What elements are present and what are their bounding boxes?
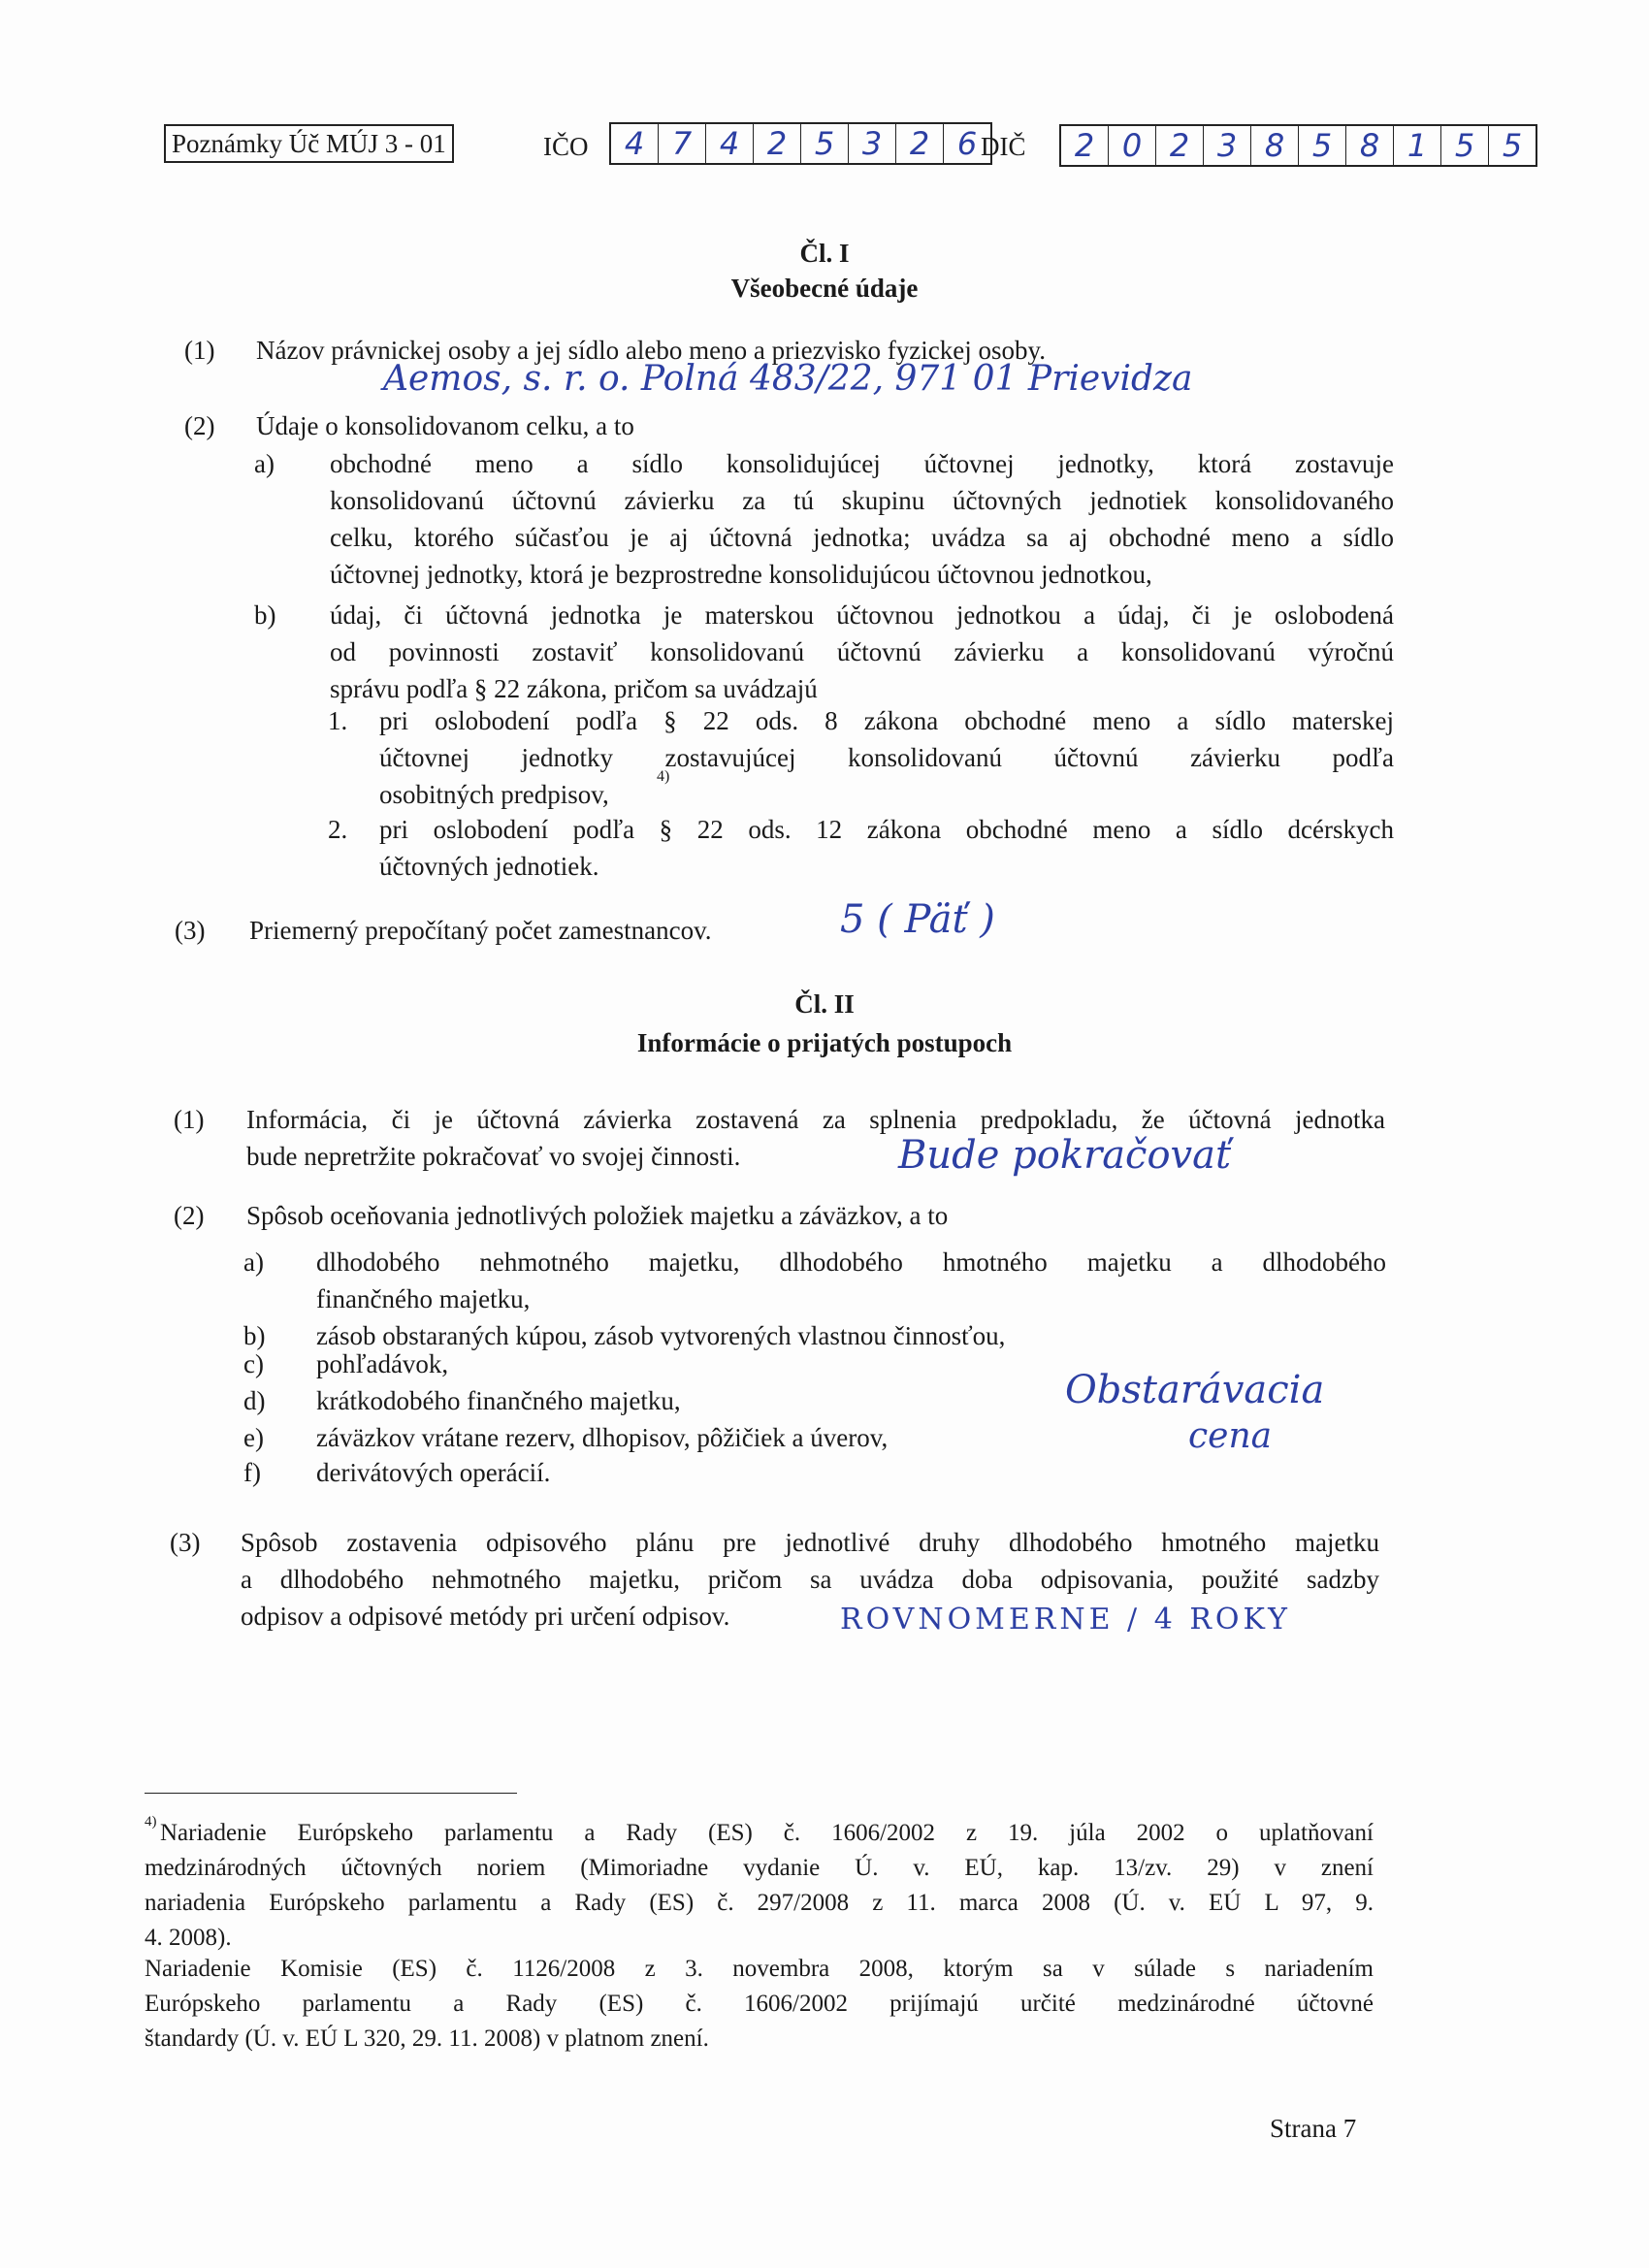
text-line: zásob obstaraných kúpou, zásob vytvorených vlastnou činnosťou, <box>316 1321 1006 1350</box>
ico-field <box>609 122 992 165</box>
text-line: od povinnosti zostaviť konsolidovanú účtovnú závierku a konsolidovanú výročnú <box>330 637 1394 666</box>
text-line: bude nepretržite pokračovať vo svojej činnosti. <box>246 1142 741 1171</box>
item-label: e) <box>243 1423 264 1452</box>
paragraph-number: (2) <box>174 1201 205 1230</box>
handwritten-going-concern: Bude pokračovať <box>898 1133 1232 1178</box>
subitem-label: 1. <box>328 706 348 735</box>
item-label: c) <box>243 1349 264 1378</box>
subitem-2-text <box>379 811 1394 885</box>
text-line: pri oslobodení podľa § 22 ods. 12 zákona obchodné meno a sídlo dcérskych <box>379 815 1394 844</box>
paragraph-number: (3) <box>170 1528 201 1557</box>
handwritten-company-name: Aemos, s. r. o. Polná 483/22, 971 01 Prievidza <box>383 359 1193 399</box>
article-1-heading: Čl. I <box>799 239 850 268</box>
handwritten-digit: 2 <box>1061 126 1109 165</box>
text-line: Nariadenie Európskeho parlamentu a Rady (ES) č. 1606/2002 z 19. júla 2002 o uplatňovaní <box>160 1820 1374 1846</box>
paragraph-number: (2) <box>184 411 215 440</box>
paragraph-number: (3) <box>175 916 206 945</box>
text-line: dlhodobého nehmotného majetku, dlhodobého hmotného majetku a dlhodobého <box>316 1247 1386 1277</box>
text-line: konsolidovanú účtovnú závierku za tú skupinu účtovných jednotiek konsolidovaného <box>330 486 1394 515</box>
article-2-title: Informácie o prijatých postupoch <box>636 1028 1013 1057</box>
handwritten-digit: 2 <box>1156 126 1204 165</box>
article-2-heading: Čl. II <box>794 989 855 1019</box>
handwritten-digit: 1 <box>1394 126 1441 165</box>
handwritten-digit: 3 <box>1204 126 1251 165</box>
item-label: d) <box>243 1386 266 1415</box>
text-line: obchodné meno a sídlo konsolidujúcej účtovnej jednotky, ktorá zostavuje <box>330 449 1394 478</box>
item-a-text <box>330 445 1394 593</box>
dic-label: DIČ <box>981 132 1026 161</box>
item-b-text <box>330 597 1394 707</box>
text-line: derivátových operácií. <box>316 1458 551 1487</box>
paragraph-text: Údaje o konsolidovanom celku, a to <box>256 411 634 440</box>
text-line: medzinárodných účtovných noriem (Mimoriadne vydanie Ú. v. EÚ, kap. 13/zv. 29) v znení <box>145 1855 1374 1881</box>
footnote-text-1 <box>145 1816 1374 1956</box>
item-label: a) <box>243 1247 264 1277</box>
text-line: účtovnej jednotky, ktorá je bezprostredne konsolidujúcou účtovnou jednotkou, <box>330 560 1152 589</box>
text-line: Nariadenie Komisie (ES) č. 1126/2008 z 3. novembra 2008, ktorým sa v súlade s nariadením <box>145 1956 1374 1982</box>
handwritten-digit: 4 <box>706 124 754 163</box>
text-line: odpisov a odpisové metódy pri určení odpisov. <box>241 1602 730 1631</box>
text-line: 4. 2008). <box>145 1925 232 1951</box>
text-line: krátkodobého finančného majetku, <box>316 1386 681 1415</box>
handwritten-employee-count: 5 ( Päť ) <box>840 897 995 942</box>
item-label: a) <box>254 449 275 478</box>
ico-label: IČO <box>543 132 589 161</box>
paragraph-number: (1) <box>174 1105 205 1134</box>
item-label: b) <box>254 600 276 630</box>
text-line: osobitných predpisov, <box>379 780 609 809</box>
handwritten-digit: 4 <box>611 124 659 163</box>
item-label: b) <box>243 1321 266 1350</box>
handwritten-digit: 8 <box>1251 126 1299 165</box>
subitem-1-text <box>379 702 1394 813</box>
handwritten-valuation-1: Obstarávacia <box>1065 1368 1325 1412</box>
handwritten-digit: 2 <box>896 124 944 163</box>
handwritten-digit: 8 <box>1346 126 1394 165</box>
handwritten-digit: 7 <box>659 124 706 163</box>
item-text <box>316 1244 1386 1317</box>
text-line: celku, ktorého súčasťou je aj účtovná jednotka; uvádza sa aj obchodné meno a sídlo <box>330 523 1394 552</box>
text-line: nariadenia Európskeho parlamentu a Rady (ES) č. 297/2008 z 11. marca 2008 (Ú. v. EÚ L 97, 9. <box>145 1890 1374 1916</box>
article-1-title: Všeobecné údaje <box>730 274 919 303</box>
handwritten-digit: 6 <box>956 125 978 162</box>
text-line: Spôsob zostavenia odpisového plánu pre jednotlivé druhy dlhodobého hmotného majetku <box>241 1528 1379 1557</box>
text-line: účtovnej jednotky zostavujúcej konsolidovanú účtovnú závierku podľa <box>379 743 1394 772</box>
paragraph-text: Spôsob oceňovania jednotlivých položiek majetku a záväzkov, a to <box>246 1201 949 1230</box>
text-line: údaj, či účtovná jednotka je materskou účtovnou jednotkou a údaj, či je oslobodená <box>330 600 1394 630</box>
footnote-divider <box>145 1793 517 1794</box>
handwritten-digit: 3 <box>849 124 896 163</box>
paragraph-number: (1) <box>184 336 215 365</box>
text-line: štandardy (Ú. v. EÚ L 320, 29. 11. 2008) v platnom znení. <box>145 2025 709 2052</box>
handwritten-digit: 5 <box>801 124 849 163</box>
text-line: Informácia, či je účtovná závierka zostavená za splnenia predpokladu, že účtovná jednotka <box>246 1105 1385 1134</box>
paragraph-text: Názov právnickej osoby a jej sídlo alebo meno a priezvisko fyzickej osoby. <box>256 336 1047 365</box>
text-line: Európskeho parlamentu a Rady (ES) č. 1606/2002 prijímajú určité medzinárodné účtovné <box>145 1991 1374 2017</box>
text-line: správu podľa § 22 zákona, pričom sa uvádzajú <box>330 674 818 703</box>
handwritten-digit: 2 <box>754 124 801 163</box>
text-line: záväzkov vrátane rezerv, dlhopisov, pôžičiek a úverov, <box>316 1423 889 1452</box>
item-label: f) <box>243 1458 261 1487</box>
text-line: pri oslobodení podľa § 22 ods. 8 zákona obchodné meno a sídlo materskej <box>379 706 1394 735</box>
text-line: a dlhodobého nehmotného majetku, pričom sa uvádza doba odpisovania, použité sadzby <box>241 1565 1379 1594</box>
footnote-reference: 4) <box>657 768 670 785</box>
subitem-label: 2. <box>328 815 348 844</box>
handwritten-valuation-2: cena <box>1188 1416 1273 1456</box>
footnote-text-2 <box>145 1952 1374 2057</box>
page-number: Strana 7 <box>1270 2114 1357 2143</box>
handwritten-depreciation: ROVNOMERNE / 4 ROKY <box>840 1603 1291 1636</box>
handwritten-digit: 5 <box>1299 126 1346 165</box>
handwritten-digit: 5 <box>1502 127 1523 164</box>
text-line: účtovných jednotiek. <box>379 852 599 881</box>
handwritten-digit: 0 <box>1109 126 1156 165</box>
item-text <box>316 1454 1386 1491</box>
handwritten-digit: 5 <box>1441 126 1489 165</box>
footnote-mark: 4) <box>145 1814 157 1830</box>
text-line: pohľadávok, <box>316 1349 449 1378</box>
paragraph-text: Priemerný prepočítaný počet zamestnancov. <box>249 916 712 945</box>
text-line: finančného majetku, <box>316 1284 531 1313</box>
form-label: Poznámky Úč MÚJ 3 - 01 <box>164 124 454 163</box>
dic-field <box>1059 124 1537 167</box>
